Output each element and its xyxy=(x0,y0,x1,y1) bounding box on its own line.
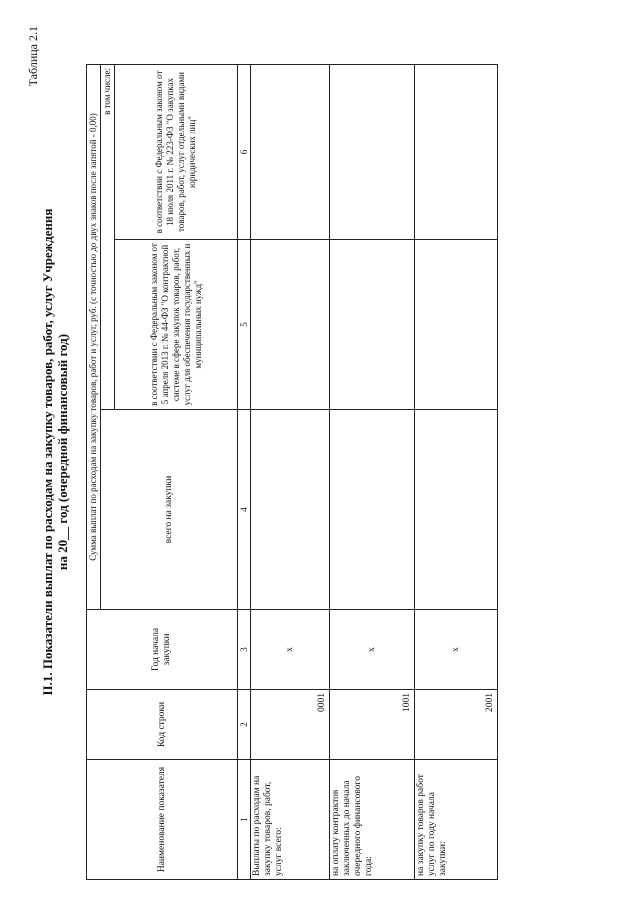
col-header-total: всего на закупки xyxy=(101,410,238,610)
row-fz223-cell[interactable] xyxy=(330,64,415,239)
col-number-2: 2 xyxy=(238,690,251,760)
row-total-cell[interactable] xyxy=(251,410,330,610)
row-fz223-cell[interactable] xyxy=(415,64,498,239)
column-numbers-row xyxy=(238,64,251,879)
col-number-3: 3 xyxy=(238,610,251,690)
col-header-fz223: в соответствии с Федеральным законом от 18 июля 2011 г. № 223-ФЗ "О закупках товаров, работ, услуг отдельными видами юридических лиц" xyxy=(115,64,238,239)
header-row-1 xyxy=(87,64,101,879)
col-number-5: 5 xyxy=(238,240,251,410)
row-name: на закупку товаров работ услуг по году начала закупки: xyxy=(415,760,498,880)
row-year: x xyxy=(415,610,498,690)
table-label: Таблица 2.1 xyxy=(26,26,40,87)
table-row xyxy=(251,64,330,879)
col-header-sum-group: Сумма выплат по расходам на закупку товаров, работ и услуг, руб. (с точностью до двух знаков после запятой - 0,00) xyxy=(87,64,101,609)
row-fz44-cell[interactable] xyxy=(415,240,498,410)
table-row xyxy=(330,64,415,879)
row-fz223-cell[interactable] xyxy=(251,64,330,239)
col-number-4: 4 xyxy=(238,410,251,610)
rotated-document-page xyxy=(20,22,620,882)
row-code: 1001 xyxy=(330,690,415,760)
row-total-cell[interactable] xyxy=(415,410,498,610)
row-year: x xyxy=(330,610,415,690)
row-fz44-cell[interactable] xyxy=(251,240,330,410)
document-heading xyxy=(40,62,70,842)
purchases-table xyxy=(86,64,498,880)
row-year: x xyxy=(251,610,330,690)
row-fz44-cell[interactable] xyxy=(330,240,415,410)
table-row xyxy=(415,64,498,879)
row-name: Выплаты по расходам на закупку товаров, работ, услуг всего: xyxy=(251,760,330,880)
col-header-fz44: в соответствии с Федеральным законом от 5 апреля 2013 г. № 44-ФЗ "О контрактной системе в сфере закупок товаров, работ, услуг для обеспечения государственных и муниципальных нужд" xyxy=(115,240,238,410)
col-header-including: в том числе: xyxy=(101,64,115,409)
col-header-year: Год начала закупки xyxy=(87,610,238,690)
row-total-cell[interactable] xyxy=(330,410,415,610)
row-code: 2001 xyxy=(415,690,498,760)
heading-line-1: II.1. Показатели выплат по расходам на закупку товаров, работ, услуг Учреждения xyxy=(40,208,55,696)
row-code: 0001 xyxy=(251,690,330,760)
col-number-1: 1 xyxy=(238,760,251,880)
col-number-6: 6 xyxy=(238,64,251,239)
heading-line-2: на 20__ год (очередной финансовый год) xyxy=(55,333,70,571)
row-name: на оплату контрактов заключенных до начала очередного финансового года: xyxy=(330,760,415,880)
col-header-code: Код строки xyxy=(87,690,238,760)
col-header-name: Наименование показателя xyxy=(87,760,238,880)
